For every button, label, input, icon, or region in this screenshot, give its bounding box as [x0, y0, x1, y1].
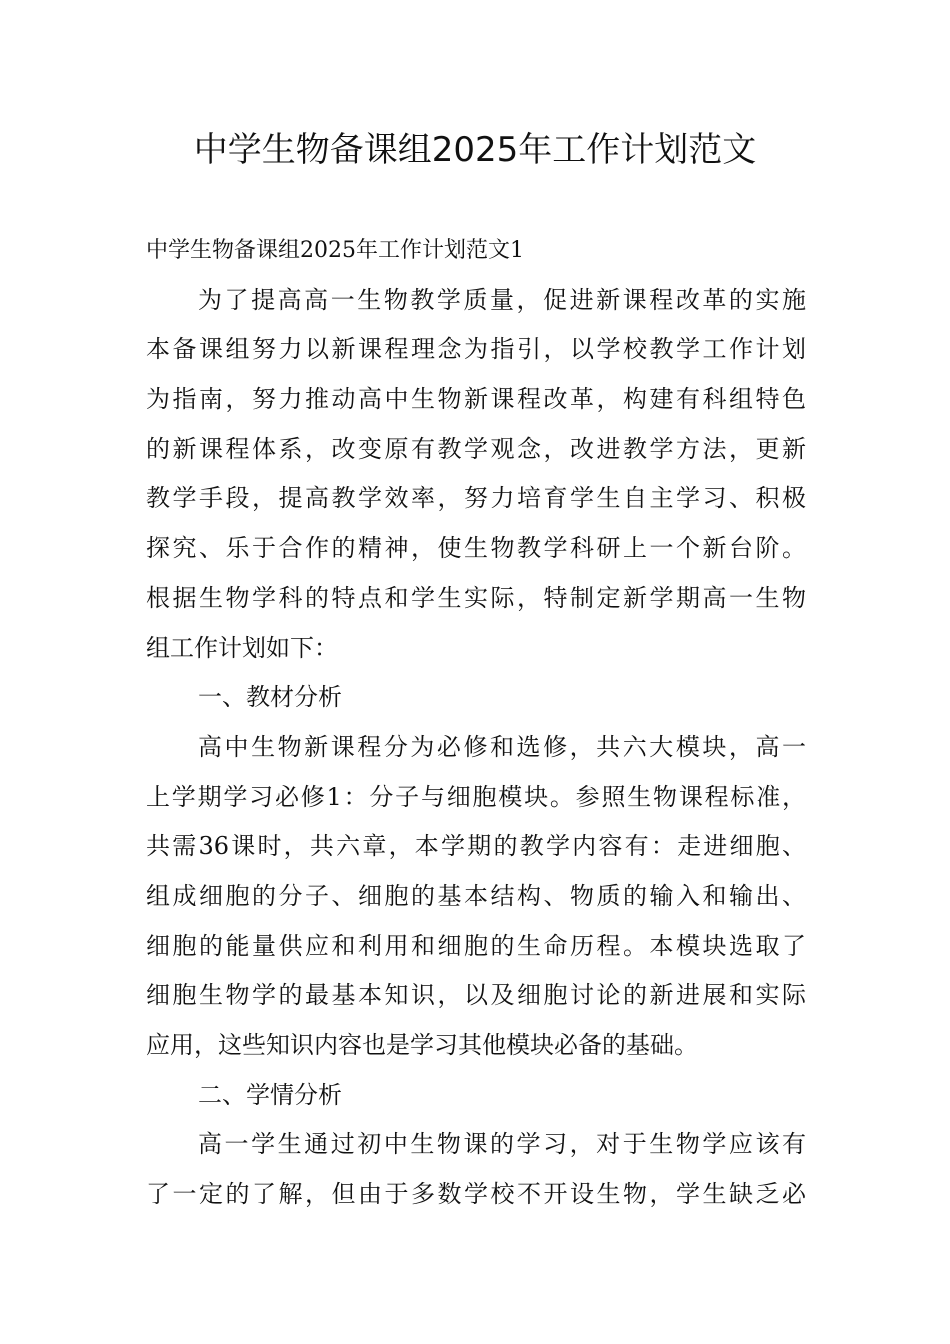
paragraph-line: 细胞的能量供应和利用和细胞的生命历程。本模块选取了 [146, 931, 806, 960]
paragraph-line: 根据生物学科的特点和学生实际，特制定新学期高一生物 [146, 583, 806, 612]
paragraph-last-line: 组工作计划如下： [146, 633, 338, 662]
paragraph-line: 教学手段，提高教学效率，努力培育学生自主学习、积极 [146, 484, 806, 513]
paragraph-first-line: 高一学生通过初中生物课的学习，对于生物学应该有 [198, 1130, 806, 1159]
paragraph-line: 本备课组努力以新课程理念为指引，以学校教学工作计划 [146, 335, 806, 364]
paragraph-line: 探究、乐于合作的精神，使生物教学科研上一个新台阶。 [146, 534, 806, 563]
paragraph-first-line: 为了提高高一生物教学质量，促进新课程改革的实施 [198, 285, 806, 314]
paragraph-first-line: 高中生物新课程分为必修和选修，共六大模块，高一 [198, 732, 806, 761]
paragraph-line: 共需36课时，共六章，本学期的教学内容有：走进细胞、 [146, 832, 806, 861]
paragraph-line: 了一定的了解，但由于多数学校不开设生物，学生缺乏必 [146, 1180, 806, 1209]
section-subtitle: 中学生物备课组2025年工作计划范文1 [146, 238, 524, 263]
section-heading: 二、学情分析 [198, 1080, 342, 1109]
paragraph-line: 的新课程体系，改变原有教学观念，改进教学方法，更新 [146, 434, 806, 463]
section-heading: 一、教材分析 [198, 683, 342, 712]
paragraph-line: 为指南，努力推动高中生物新课程改革，构建有科组特色 [146, 385, 806, 414]
paragraph-line: 组成细胞的分子、细胞的基本结构、物质的输入和输出、 [146, 881, 806, 910]
document-title: 中学生物备课组2025年工作计划范文 [193, 130, 757, 170]
paragraph-last-line: 应用，这些知识内容也是学习其他模块必备的基础。 [146, 1031, 698, 1059]
document-body [146, 226, 806, 1220]
paragraph-line: 细胞生物学的最基本知识，以及细胞讨论的新进展和实际 [146, 981, 806, 1010]
paragraph-line: 上学期学习必修1：分子与细胞模块。参照生物课程标准， [146, 782, 806, 811]
